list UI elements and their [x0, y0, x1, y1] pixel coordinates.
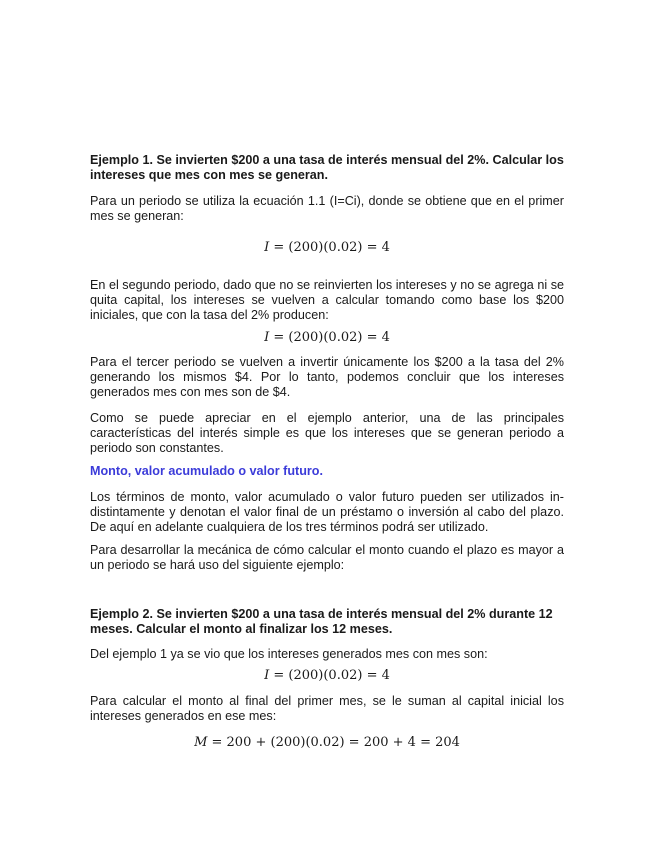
example-2-paragraph-2: Para calcular el monto al final del primer mes, se le suman al capital inicial los intereses generados en ese mes:	[90, 694, 564, 724]
example-2-equation-1	[90, 668, 564, 684]
equation-expression: = (200)(0.02) = 4	[269, 240, 390, 255]
example-1-paragraph-4: Como se puede apreciar en el ejemplo anterior, una de las principales características del interés simple es que los intereses que se generan periodo a periodo son constantes.	[90, 411, 564, 456]
section-heading: Monto, valor acumulado o valor futuro.	[90, 464, 323, 478]
example-2-paragraph-1: Del ejemplo 1 ya se vio que los intereses generados mes con mes son:	[90, 647, 488, 661]
equation-variable: I	[264, 330, 270, 345]
equation-expression: = (200)(0.02) = 4	[269, 668, 390, 683]
example-2-title: Ejemplo 2. Se invierten $200 a una tasa de interés mensual del 2% durante 12 meses. Calcular el monto al finalizar los 12 meses.	[90, 607, 553, 637]
example-1-paragraph-3: Para el tercer periodo se vuelven a invertir únicamente los $200 a la tasa del 2% generando los mismos $4. Por lo tanto, podemos concluir que los intereses generados mes con mes son de $4.	[90, 355, 564, 400]
section-paragraph-2: Para desarrollar la mecánica de cómo calcular el monto cuando el plazo es mayor a un periodo se hará uso del siguiente ejemplo:	[90, 543, 564, 573]
section-paragraph-1: Los términos de monto, valor acumulado o valor futuro pueden ser utilizados in-distintamente y denotan el valor final de un préstamo o inversión al cabo del plazo. De aquí en adelante cualquiera de los tres términos podrá ser utilizado.	[90, 490, 564, 535]
equation-variable: M	[194, 735, 208, 750]
example-1-equation-2	[90, 330, 564, 346]
example-1-paragraph-2: En el segundo periodo, dado que no se reinvierten los intereses y no se agrega ni se quita capital, los intereses se vuelven a calcular tomando como base los $200 iniciales, que con la tasa del 2% producen:	[90, 278, 564, 323]
equation-variable: I	[264, 668, 270, 683]
example-1-paragraph-1: Para un periodo se utiliza la ecuación 1.1 (I=Ci), donde se obtiene que en el primer mes se generan:	[90, 194, 564, 224]
equation-expression: = (200)(0.02) = 4	[269, 330, 390, 345]
example-2-equation-2	[90, 735, 564, 751]
equation-variable: I	[264, 240, 270, 255]
equation-expression: = 200 + (200)(0.02) = 200 + 4 = 204	[207, 735, 460, 750]
example-1-title: Ejemplo 1. Se invierten $200 a una tasa de interés mensual del 2%. Calcular los intereses que mes con mes se generan.	[90, 153, 564, 183]
example-1-equation-1	[90, 240, 564, 256]
